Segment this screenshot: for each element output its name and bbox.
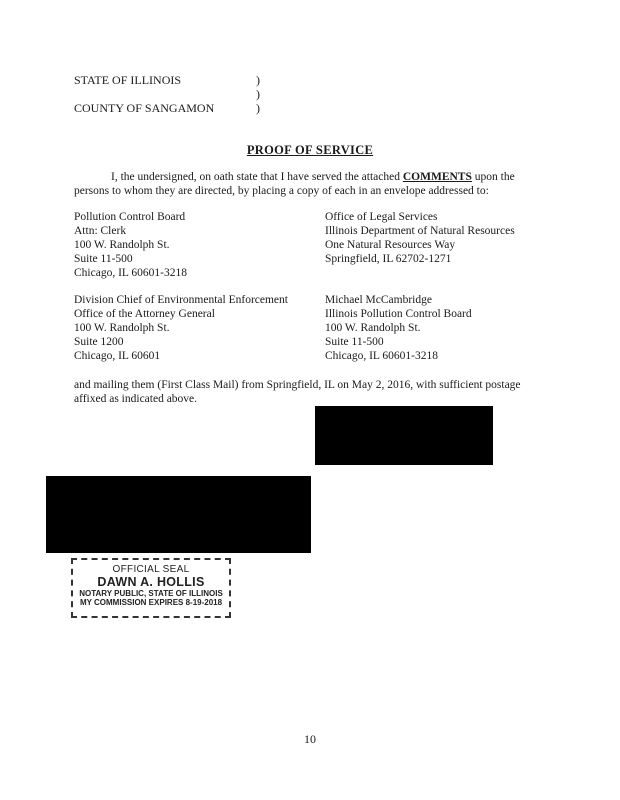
caption-brace: ) (256, 87, 260, 101)
comments-emphasis: COMMENTS (402, 171, 472, 183)
caption-brace: ) (256, 101, 260, 115)
recipient-address (74, 210, 187, 280)
address-line: Chicago, IL 60601-3218 (74, 267, 187, 279)
recipient-address (325, 293, 472, 363)
commission-expiry: MY COMMISSION EXPIRES 8-19-2018 (79, 598, 223, 607)
redaction-box (46, 476, 311, 553)
state-label: STATE OF ILLINOIS (74, 73, 182, 87)
address-line: Chicago, IL 60601-3218 (325, 350, 438, 362)
address-line: Suite 1200 (74, 336, 124, 348)
address-line: Suite 11-500 (325, 336, 384, 348)
page-number: 10 (304, 732, 316, 746)
address-line: Pollution Control Board (74, 211, 186, 223)
notary-name: DAWN A. HOLLIS (97, 575, 205, 589)
recipient-address (74, 293, 288, 363)
address-line: Chicago, IL 60601 (74, 350, 161, 362)
address-line: Illinois Pollution Control Board (325, 308, 472, 320)
address-line: 100 W. Randolph St. (74, 322, 170, 334)
intro-text-before: I, the undersigned, on oath state that I have served the attached (111, 171, 403, 183)
intro-paragraph (74, 170, 539, 198)
address-line: Springfield, IL 62702-1271 (325, 253, 452, 265)
document-title: PROOF OF SERVICE (246, 143, 374, 157)
address-line: Division Chief of Environmental Enforcement (74, 294, 288, 306)
seal-heading: OFFICIAL SEAL (112, 564, 190, 575)
intro-text-after: upon the persons to whom they are directed, by placing a copy of each in an envelope addressed to: (74, 171, 515, 197)
address-line: One Natural Resources Way (325, 239, 456, 251)
address-line: Suite 11-500 (74, 253, 133, 265)
redaction-box (315, 406, 493, 465)
address-line: Office of the Attorney General (74, 308, 215, 320)
county-label: COUNTY OF SANGAMON (74, 101, 215, 115)
address-line: Michael McCambridge (325, 294, 432, 306)
address-line: Office of Legal Services (325, 211, 438, 223)
caption-brace: ) (256, 73, 260, 87)
recipient-address (325, 210, 515, 266)
address-line: 100 W. Randolph St. (74, 239, 170, 251)
closing-paragraph: and mailing them (First Class Mail) from Springfield, IL on May 2, 2016, with sufficient postage affixed as indicated above. (74, 379, 521, 405)
case-caption (74, 73, 260, 115)
address-line: 100 W. Randolph St. (325, 322, 421, 334)
address-line: Illinois Department of Natural Resources (325, 225, 515, 237)
notary-title: NOTARY PUBLIC, STATE OF ILLINOIS (79, 589, 223, 598)
notary-seal-stamp (71, 558, 231, 618)
address-line: Attn: Clerk (74, 225, 127, 237)
